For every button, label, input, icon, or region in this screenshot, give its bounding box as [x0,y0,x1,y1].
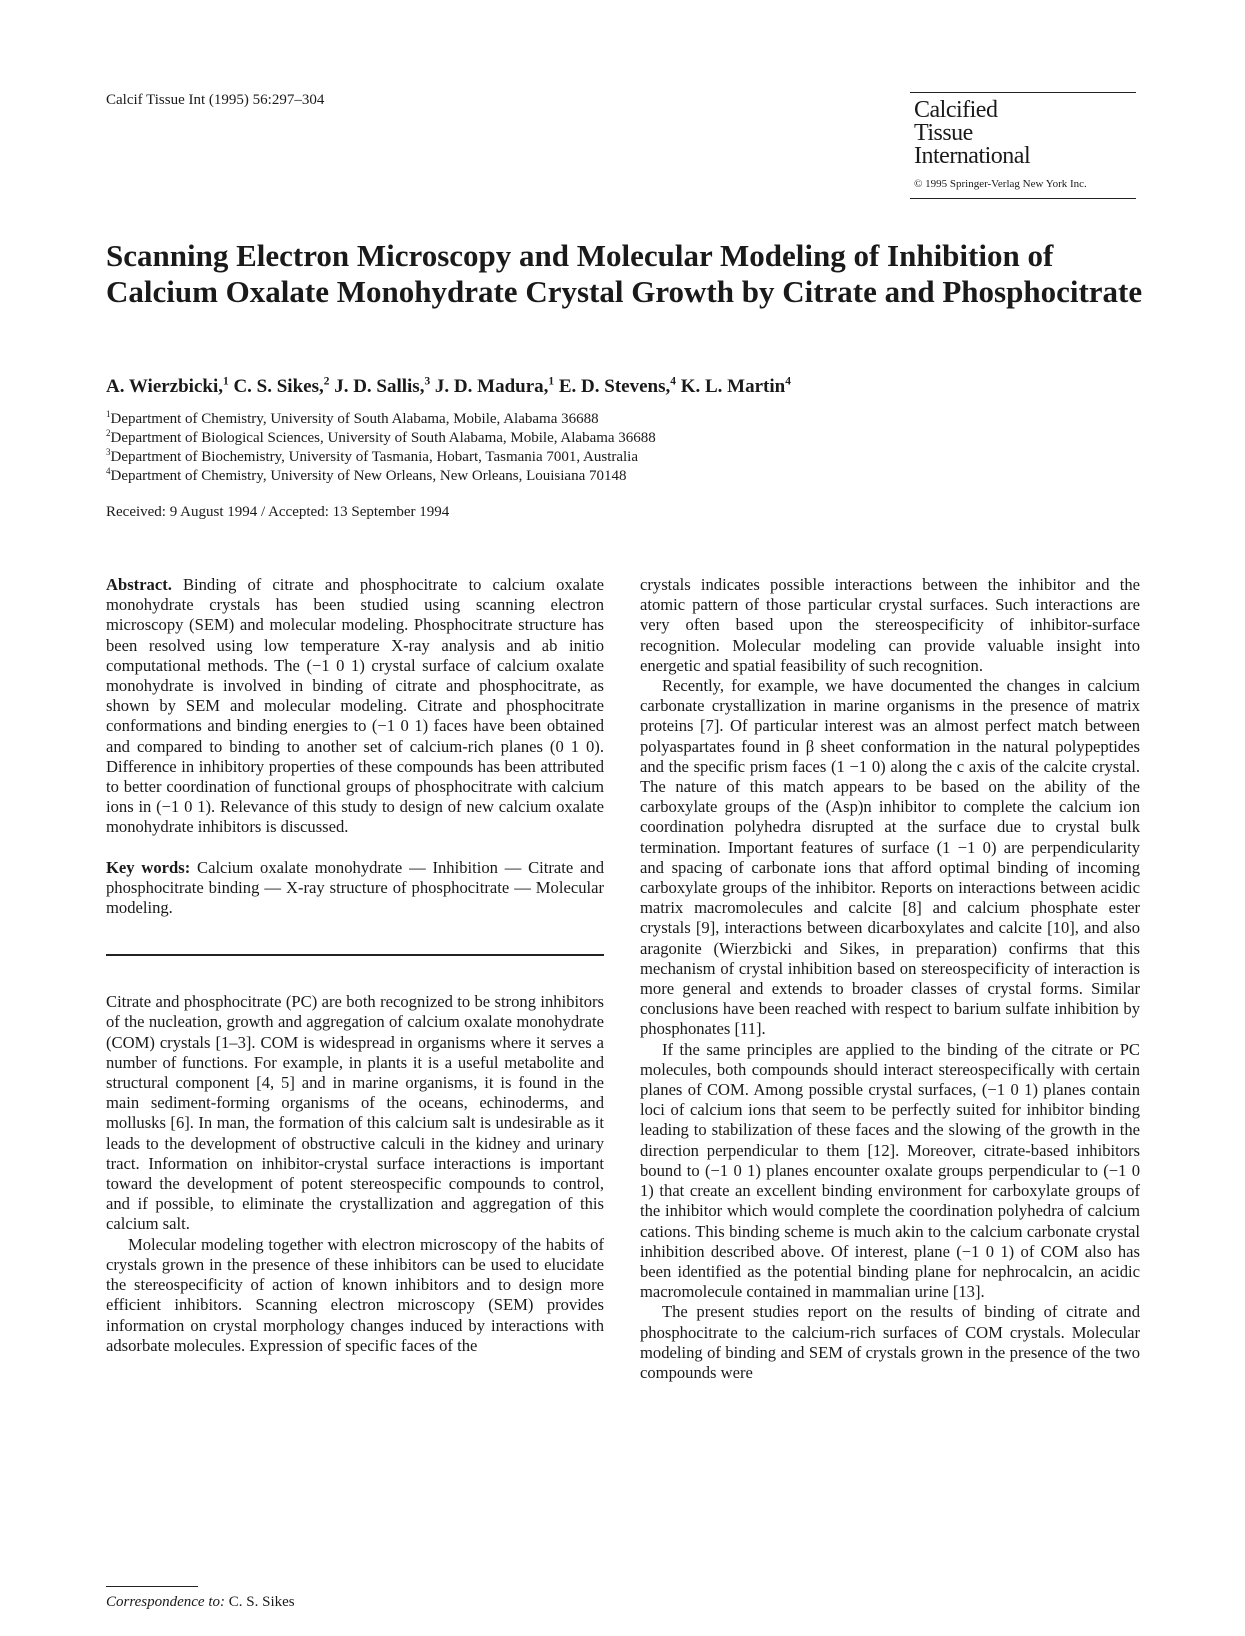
author: E. D. Stevens,$^4$ [558,375,676,397]
correspondence-label: Correspondence to: [106,1594,226,1610]
body-paragraph: crystals indicates possible interactions between the inhibitor and the atomic pattern of those particular crystal surfaces. Such interactions are very often based upon the stereospecificity of inhibitor-surface recognition. Molecular modeling can provide valuable insight into energetic and spatial feasibility of such recognition. [640,575,1140,675]
affiliation: $^2$Department of Biological Sciences, University of South Alabama, Mobile, Alabama 36688 [106,428,656,446]
author: K. L. Martin$^4$ [680,375,791,397]
footnote-rule [106,1586,198,1587]
keywords-text: Calcium oxalate monohydrate — Inhibition — Citrate and phosphocitrate binding — X-ray structure of phosphocitrate — Molecular modeling. [106,857,604,918]
left-column [106,575,604,1356]
body-paragraph: Citrate and phosphocitrate (PC) are both recognized to be strong inhibitors of the nucleation, growth and aggregation of calcium oxalate monohydrate (COM) crystals [1–3]. COM is widespread in organisms where it serves a number of functions. For example, in plants it is a useful metabolite and structural component [4, 5] and in marine organisms, it is found in the main sediment-forming organisms of the oceans, echinoderms, and mollusks [6]. In man, the formation of this calcium salt is undesirable as it leads to the development of obstructive calculi in the kidney and urinary tract. Information on inhibitor-crystal surface interactions is important toward the development of potent stereospecific compounds to control, and if possible, to eliminate the crystallization and aggregation of this calcium salt. [106,992,604,1234]
journal-citation: Calcif Tissue Int (1995) 56:297–304 [106,92,325,108]
body-paragraph: The present studies report on the results of binding of citrate and phosphocitrate to the calcium-rich surfaces of COM crystals. Molecular modeling of binding and SEM of crystals grown in the presence of the two compounds were [640,1302,1140,1382]
body-paragraph: Molecular modeling together with electron microscopy of the habits of crystals grown in the presence of these inhibitors can be used to elucidate the stereospecificity of action of known inhibitors and to design more efficient inhibitors. Scanning electron microscopy (SEM) provides information on crystal morphology changes induced by interactions with adsorbate molecules. Expression of specific faces of the [106,1234,604,1355]
masthead-top-rule [910,92,1136,93]
affiliation: $^4$Department of Chemistry, University of New Orleans, New Orleans, Louisiana 70148 [106,466,627,484]
author-list [106,376,791,398]
correspondence-name: C. S. Sikes [228,1594,295,1610]
author: J. D. Sallis,$^3$ [334,375,431,397]
received-accepted-dates: Received: 9 August 1994 / Accepted: 13 September 1994 [106,504,450,520]
right-column [640,575,1140,1383]
copyright-notice: © 1995 Springer-Verlag New York Inc. [914,178,1087,190]
masthead-bottom-rule [910,198,1136,199]
keywords-label: Key words: [106,857,191,877]
logo-line: Calcified [914,97,998,123]
affiliation-list [106,410,656,486]
logo-line: International [914,143,1031,169]
journal-masthead [910,92,1136,199]
logo-line: Tissue [914,120,973,146]
author: A. Wierzbicki,$^1$ [106,375,229,397]
abstract-divider [106,954,604,956]
affiliation: $^3$Department of Biochemistry, University of Tasmania, Hobart, Tasmania 7001, Australia [106,447,639,465]
author: C. S. Sikes,$^2$ [233,375,330,397]
author: J. D. Madura,$^1$ [434,375,555,397]
journal-logo [914,99,1136,168]
paper-title: Scanning Electron Microscopy and Molecular Modeling of Inhibition of Calcium Oxalate Monohydrate Crystal Growth by Citrate and Phosphocitrate [106,238,1143,309]
correspondence-footnote [106,1594,295,1611]
body-paragraph: Recently, for example, we have documented the changes in calcium carbonate crystallization in marine organisms in the presence of matrix proteins [7]. Of particular interest was an almost perfect match between polyaspartates found in β sheet conformation in the natural polypeptides and the specific prism faces (1 −1 0) along the c axis of the calcite crystal. The nature of this match appears to be based on the ability of the carboxylate groups of the (Asp)n inhibitor to complete the calcium ion coordination polyhedra disrupted at the surface due to crystal bulk termination. Important features of surface (1 −1 0) are perpendicularity and spacing of carbonate ions that afford optimal binding of incoming carboxylate groups of the inhibitor. Reports on interactions between acidic matrix macromolecules and calcite [8] and calcium phosphate ester crystals [9], interactions between dicarboxylates and calcite [10], and also aragonite (Wierzbicki and Sikes, in preparation) confirms that this mechanism of crystal inhibition based on stereospecificity of interaction is more general and extends to broader classes of crystal forms. Similar conclusions have been reached with respect to barium sulfate inhibition by phosphonates [11]. [640,676,1140,1039]
abstract [106,575,604,838]
keywords [106,858,604,919]
abstract-label: Abstract. [106,575,172,594]
affiliation: $^1$Department of Chemistry, University of South Alabama, Mobile, Alabama 36688 [106,409,599,427]
abstract-text: Binding of citrate and phosphocitrate to calcium oxalate monohydrate crystals has been studied using scanning electron microscopy (SEM) and molecular modeling. Phosphocitrate structure has been resolved using low temperature X-ray analysis and ab initio computational methods. The (−1 0 1) crystal surface of calcium oxalate monohydrate is involved in binding of citrate and phosphocitrate, as shown by SEM and molecular modeling. Citrate and phosphocitrate conformations and binding energies to (−1 0 1) faces have been obtained and compared to binding to another set of calcium-rich planes (0 1 0). Difference in inhibitory properties of these compounds has been attributed to better coordination of functional groups of phosphocitrate with calcium ions in (−1 0 1). Relevance of this study to design of new calcium oxalate monohydrate inhibitors is discussed. [106,575,604,837]
body-paragraph: If the same principles are applied to the binding of the citrate or PC molecules, both compounds should interact stereospecifically with certain planes of COM. Among possible crystal surfaces, (−1 0 1) planes contain loci of calcium ions that seem to be perfectly suited for inhibitor binding leading to stabilization of these faces and the slowing of the growth in the direction perpendicular to them [12]. Moreover, citrate-based inhibitors bound to (−1 0 1) planes encounter oxalate groups perpendicular to (−1 0 1) that create an excellent binding environment for carboxylate groups of the inhibitor which would complete the coordination polyhedra of calcium cations. This binding scheme is much akin to the calcium carbonate crystal inhibition described above. Of interest, plane (−1 0 1) of COM also has been identified as the potential binding plane for nephrocalcin, an acidic macromolecule contained in mammalian urine [13]. [640,1039,1140,1302]
